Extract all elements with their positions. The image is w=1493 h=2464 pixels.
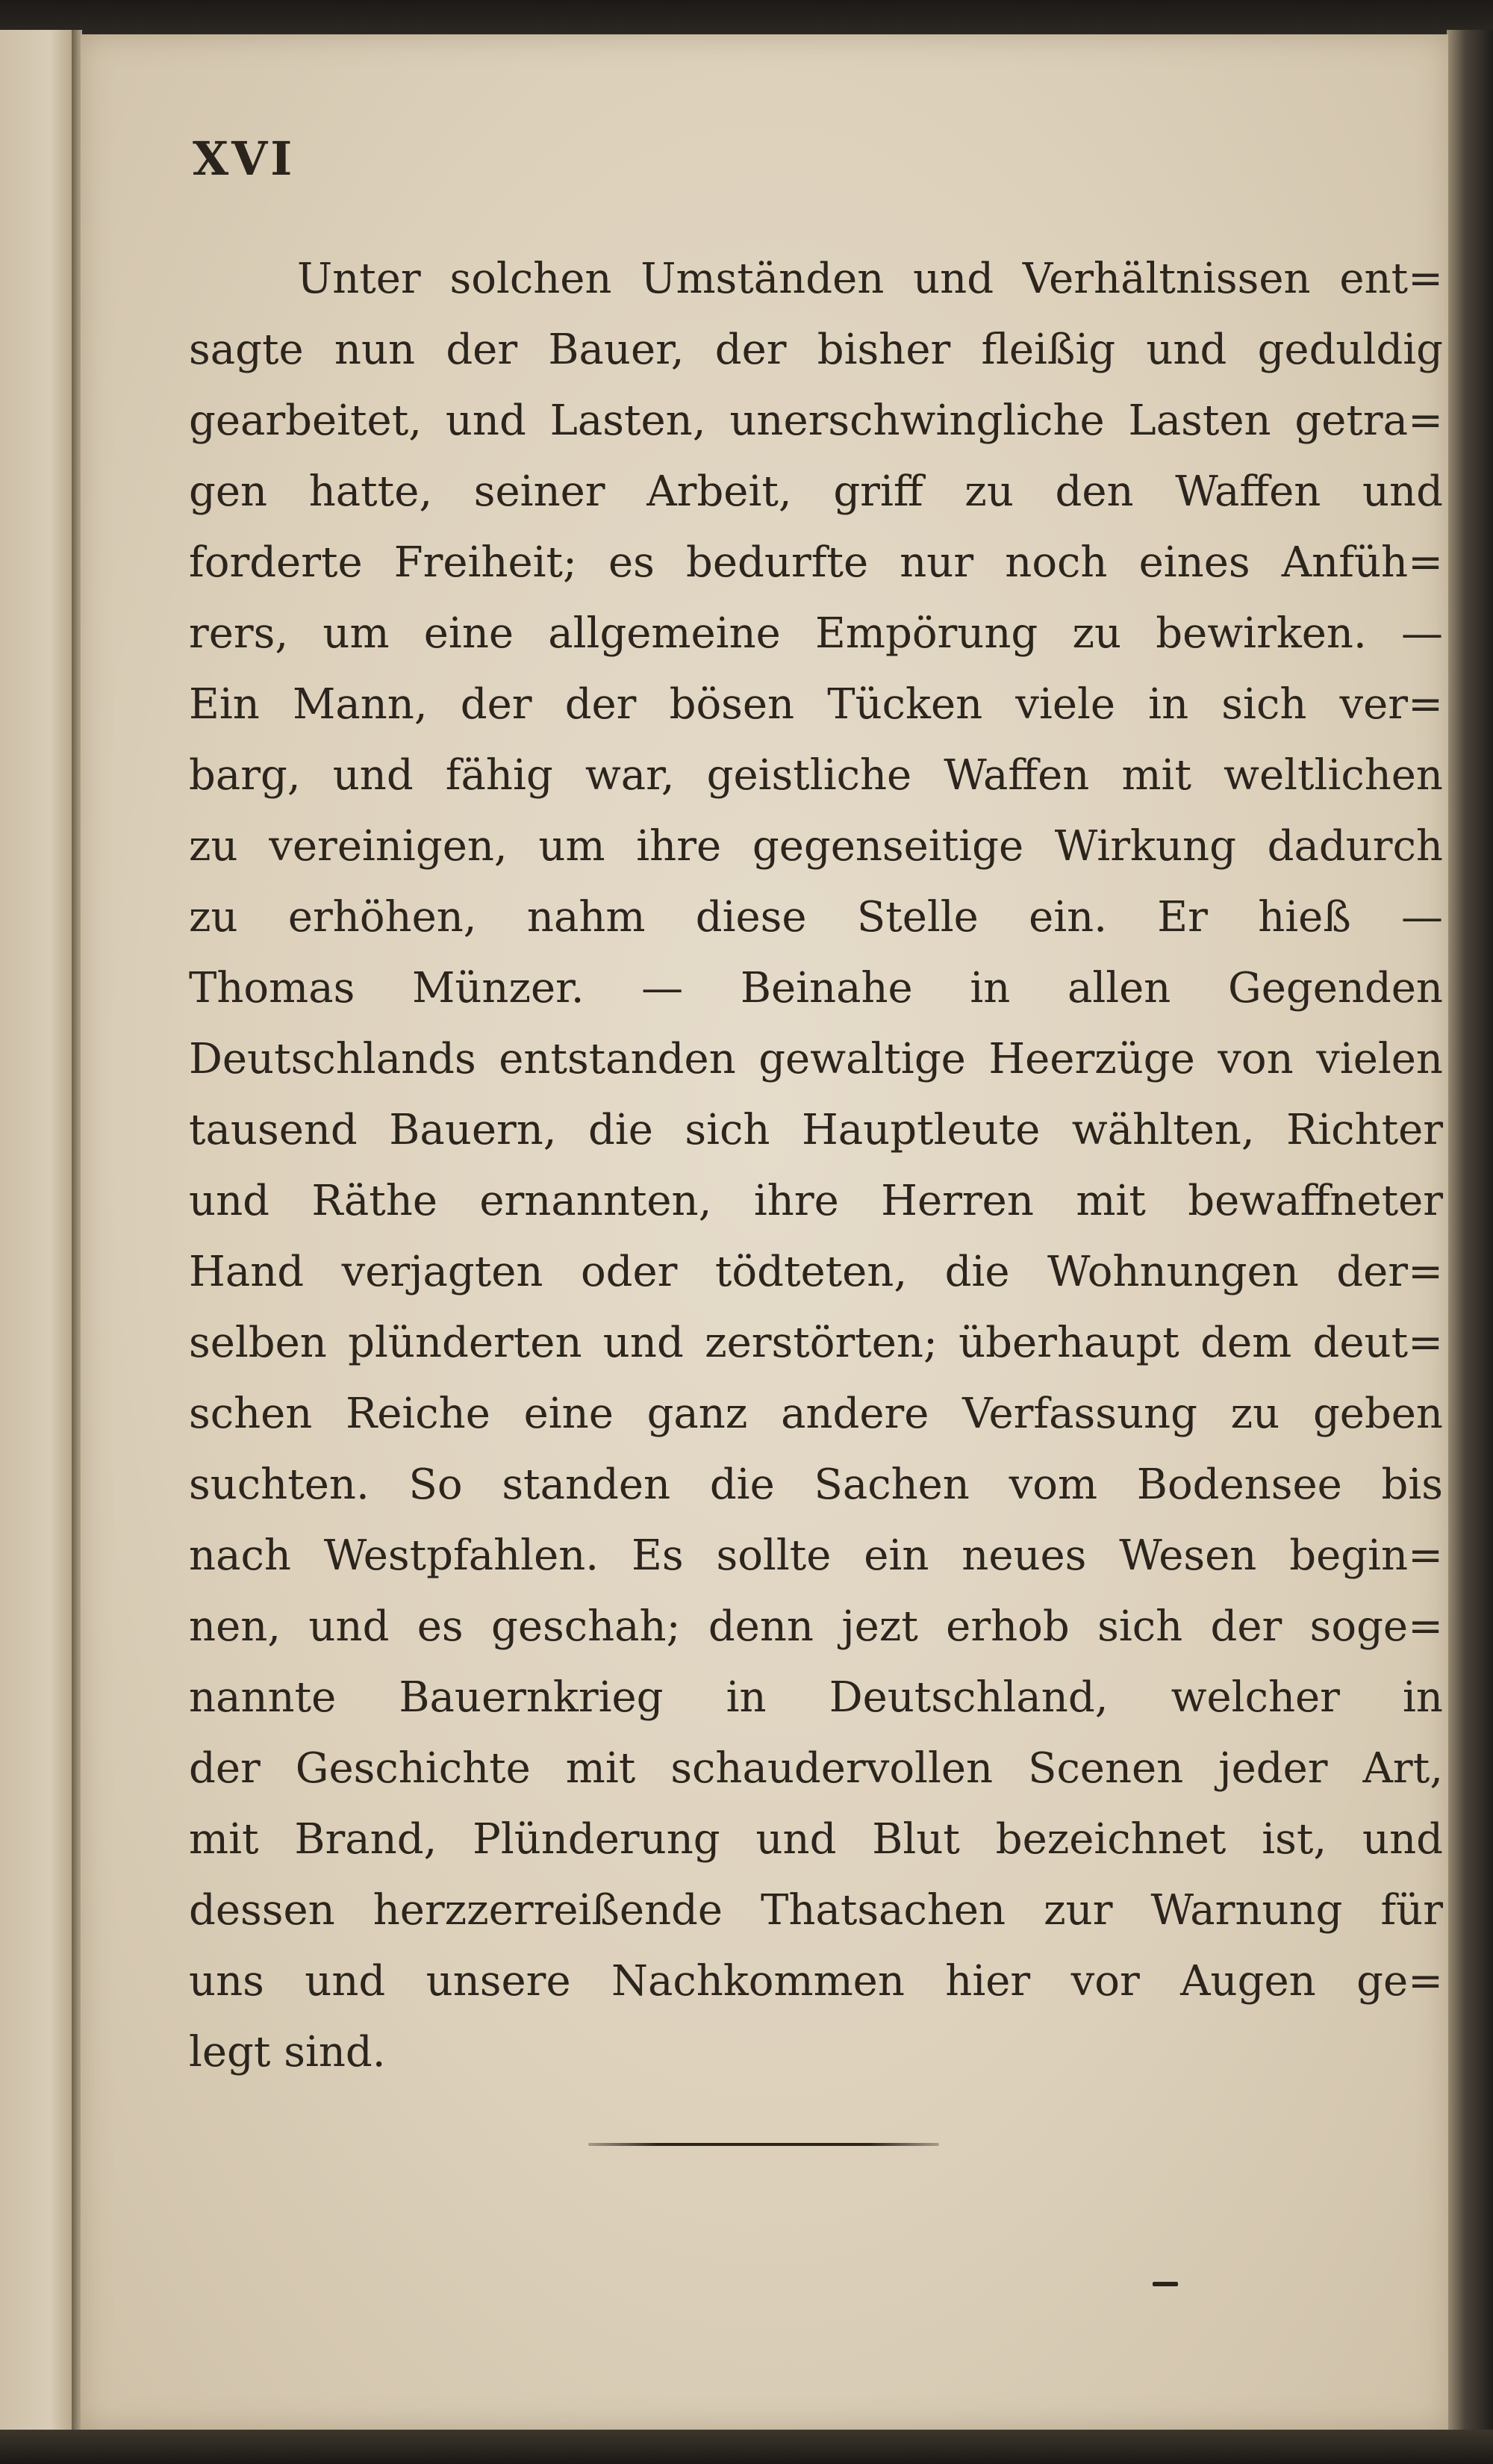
text-line: Unter solchen Umständen und Verhältnissen ent= <box>297 255 1443 303</box>
text-line: sagte nun der Bauer, der bisher fleißig und geduldig <box>189 326 1443 374</box>
text-line: selben plünderten und zerstörten; überhaupt dem deut= <box>189 1319 1443 1367</box>
text-line: suchten. So standen die Sachen vom Bodensee bis <box>189 1460 1443 1509</box>
text-line: Ein Mann, der der bösen Tücken viele in sich ver= <box>189 680 1443 729</box>
text-line: schen Reiche eine ganz andere Verfassung zu geben <box>189 1390 1443 1438</box>
text-line: barg, und fähig war, geistliche Waffen mit weltlichen <box>189 751 1443 800</box>
text-line: nannte Bauernkrieg in Deutschland, welcher in <box>189 1673 1443 1722</box>
text-line: und Räthe ernannten, ihre Herren mit bewaffneter <box>189 1177 1443 1225</box>
text-line: Hand verjagten oder tödteten, die Wohnungen der= <box>189 1248 1443 1296</box>
text-line: legt sind. <box>189 2028 386 2076</box>
text-line: gen hatte, seiner Arbeit, griff zu den Waffen und <box>189 467 1443 516</box>
text-line: uns und unsere Nachkommen hier vor Augen ge= <box>189 1957 1443 2006</box>
text-line: Deutschlands entstanden gewaltige Heerzüge von vielen <box>189 1035 1443 1083</box>
section-divider-rule <box>588 2143 939 2146</box>
text-line: mit Brand, Plünderung und Blut bezeichnet ist, und <box>189 1815 1443 1864</box>
text-line: nen, und es geschah; denn jezt erhob sich der soge= <box>189 1602 1443 1651</box>
text-line: dessen herzzerreißende Thatsachen zur Warnung für <box>189 1886 1443 1935</box>
book-page <box>81 34 1448 2430</box>
text-line: tausend Bauern, die sich Hauptleute wählten, Richter <box>189 1106 1443 1154</box>
left-page-edge <box>0 30 74 2434</box>
book-cover-top-edge <box>0 0 1493 34</box>
book-cover-right-edge <box>1447 30 1493 2449</box>
body-text <box>189 243 1443 2088</box>
text-line: gearbeitet, und Lasten, unerschwingliche Lasten getra= <box>189 396 1443 445</box>
catchword-dash <box>1153 2282 1178 2286</box>
page-number: XVI <box>193 131 296 186</box>
text-line: zu erhöhen, nahm diese Stelle ein. Er hieß — <box>189 893 1443 942</box>
text-line: forderte Freiheit; es bedurfte nur noch eines Anfüh= <box>189 538 1443 587</box>
book-cover-bottom-edge <box>0 2430 1493 2464</box>
text-line: rers, um eine allgemeine Empörung zu bewirken. — <box>189 609 1443 658</box>
text-line: Thomas Münzer. — Beinahe in allen Gegenden <box>189 964 1443 1012</box>
text-line: der Geschichte mit schaudervollen Scenen jeder Art, <box>189 1744 1443 1793</box>
text-line: nach Westpfahlen. Es sollte ein neues Wesen begin= <box>189 1531 1443 1580</box>
text-line: zu vereinigen, um ihre gegenseitige Wirkung dadurch <box>189 822 1443 871</box>
